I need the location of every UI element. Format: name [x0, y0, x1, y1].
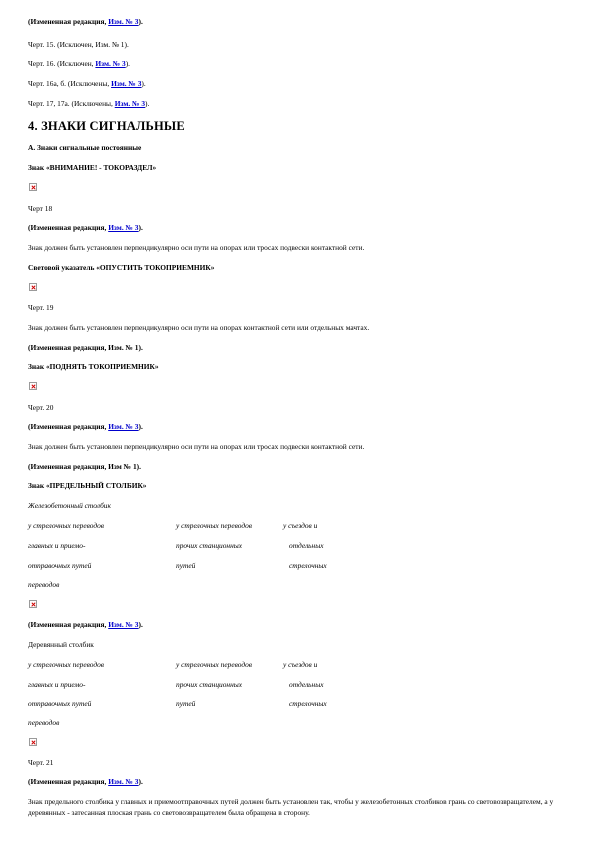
sign-title-tokorazdel: Знак «ВНИМАНИЕ! - ТОКОРАЗДЕЛ» [28, 163, 157, 172]
table-cell: отдельных [289, 541, 324, 550]
excluded-note-chert-15: Черт. 15. (Исключен, Изм. № 1). [28, 40, 129, 49]
amendment-link[interactable]: Изм. № 3 [108, 620, 139, 629]
section-heading: 4. ЗНАКИ СИГНАЛЬНЫЕ [28, 119, 185, 133]
revision-suffix: ). [138, 777, 143, 786]
revision-suffix: ). [138, 223, 143, 232]
table-cell: у стрелочных переводов [28, 660, 104, 669]
table-cell: переводов [28, 580, 60, 589]
table-cell: у съездов и [283, 660, 318, 669]
note-suffix: ). [125, 59, 131, 68]
excluded-note-chert-17 [28, 99, 149, 109]
table-cell: путей [176, 699, 196, 708]
subsection-heading: А. Знаки сигнальные постоянные [28, 143, 142, 152]
revision-text: (Измененная редакция, [28, 777, 109, 786]
revision-note-1 [28, 17, 143, 27]
revision-note: (Измененная редакция, Изм № 1). [28, 462, 141, 471]
table-cell: у стрелочных переводов [176, 521, 252, 530]
amendment-link[interactable]: Изм. № 3 [95, 59, 126, 68]
revision-suffix: ). [138, 422, 143, 431]
amendment-link[interactable]: Изм. № 3 [114, 99, 146, 108]
revision-note [28, 620, 143, 630]
broken-image-icon [29, 382, 37, 390]
sign-note: Знак должен быть установлен перпендикулярно оси пути на опорах или тросах подвески контактной сети. [28, 243, 365, 252]
table-cell: отдельных [289, 680, 324, 689]
revision-note: (Измененная редакция, Изм. № 1). [28, 343, 143, 352]
table-cell: стрелочных [289, 699, 327, 708]
table-cell: у съездов и [283, 521, 318, 530]
revision-note [28, 422, 143, 432]
broken-image-icon [29, 283, 37, 291]
revision-text: (Измененная редакция, [28, 422, 109, 431]
sign-note: Знак предельного столбика у главных и приемоотправочных путей должен быть установлен так, чтобы у железобетонных столбиков грань со световозвращателем, а у деревянных - затесанная плоская грань со световозвращателем была обращена в сторону. [28, 797, 554, 817]
table-cell: переводов [28, 718, 60, 727]
revision-text: (Измененная редакция, [28, 17, 109, 26]
revision-note [28, 777, 143, 787]
revision-suffix: ). [138, 620, 143, 629]
broken-image-icon [29, 738, 37, 746]
table-cell: стрелочных [289, 561, 327, 570]
note-text: Черт. 17, 17а. (Исключены, [28, 99, 115, 108]
revision-suffix: ). [138, 17, 143, 26]
revision-text: (Измененная редакция, [28, 223, 109, 232]
table-cell: у стрелочных переводов [28, 521, 104, 530]
sign-title-raise-pantograph: Знак «ПОДНЯТЬ ТОКОПРИЕМНИК» [28, 362, 159, 371]
amendment-link[interactable]: Изм. № 3 [108, 17, 139, 26]
figure-caption: Черт. 21 [28, 758, 54, 767]
sign-note: Знак должен быть установлен перпендикулярно оси пути на опорах или тросах подвески контактной сети. [28, 442, 365, 451]
table-cell: отправочных путей [28, 561, 92, 570]
broken-image-icon [29, 183, 37, 191]
excluded-note-chert-16ab [28, 79, 146, 89]
sign-title-lower-pantograph: Световой указатель «ОПУСТИТЬ ТОКОПРИЕМНИК» [28, 263, 215, 272]
note-text: Черт. 16. (Исключен, [28, 59, 96, 68]
concrete-post-label: Железобетонный столбик [28, 501, 111, 510]
revision-note [28, 223, 143, 233]
sign-title-clearance-post: Знак «ПРЕДЕЛЬНЫЙ СТОЛБИК» [28, 481, 147, 490]
figure-caption: Черт 18 [28, 204, 53, 213]
table-cell: путей [176, 561, 196, 570]
excluded-note-chert-16 [28, 59, 130, 69]
wood-post-label: Деревянный столбик [28, 640, 94, 649]
amendment-link[interactable]: Изм. № 3 [108, 777, 139, 786]
table-cell: прочих станционных [176, 680, 243, 689]
table-cell: главных и приемо- [28, 680, 86, 689]
note-text: Черт. 16а, б. (Исключены, [28, 79, 112, 88]
broken-image-icon [29, 600, 37, 608]
note-suffix: ). [141, 79, 146, 88]
table-cell: главных и приемо- [28, 541, 86, 550]
figure-caption: Черт. 19 [28, 303, 54, 312]
sign-note: Знак должен быть установлен перпендикулярно оси пути на опорах контактной сети или отдельных мачтах. [28, 323, 370, 332]
amendment-link[interactable]: Изм. № 3 [108, 422, 139, 431]
amendment-link[interactable]: Изм. № 3 [108, 223, 139, 232]
revision-text: (Измененная редакция, [28, 620, 109, 629]
table-cell: прочих станционных [176, 541, 243, 550]
table-cell: отправочных путей [28, 699, 92, 708]
table-cell: у стрелочных переводов [176, 660, 252, 669]
note-suffix: ). [145, 99, 150, 108]
figure-caption: Черт. 20 [28, 403, 54, 412]
amendment-link[interactable]: Изм. № 3 [111, 79, 142, 88]
